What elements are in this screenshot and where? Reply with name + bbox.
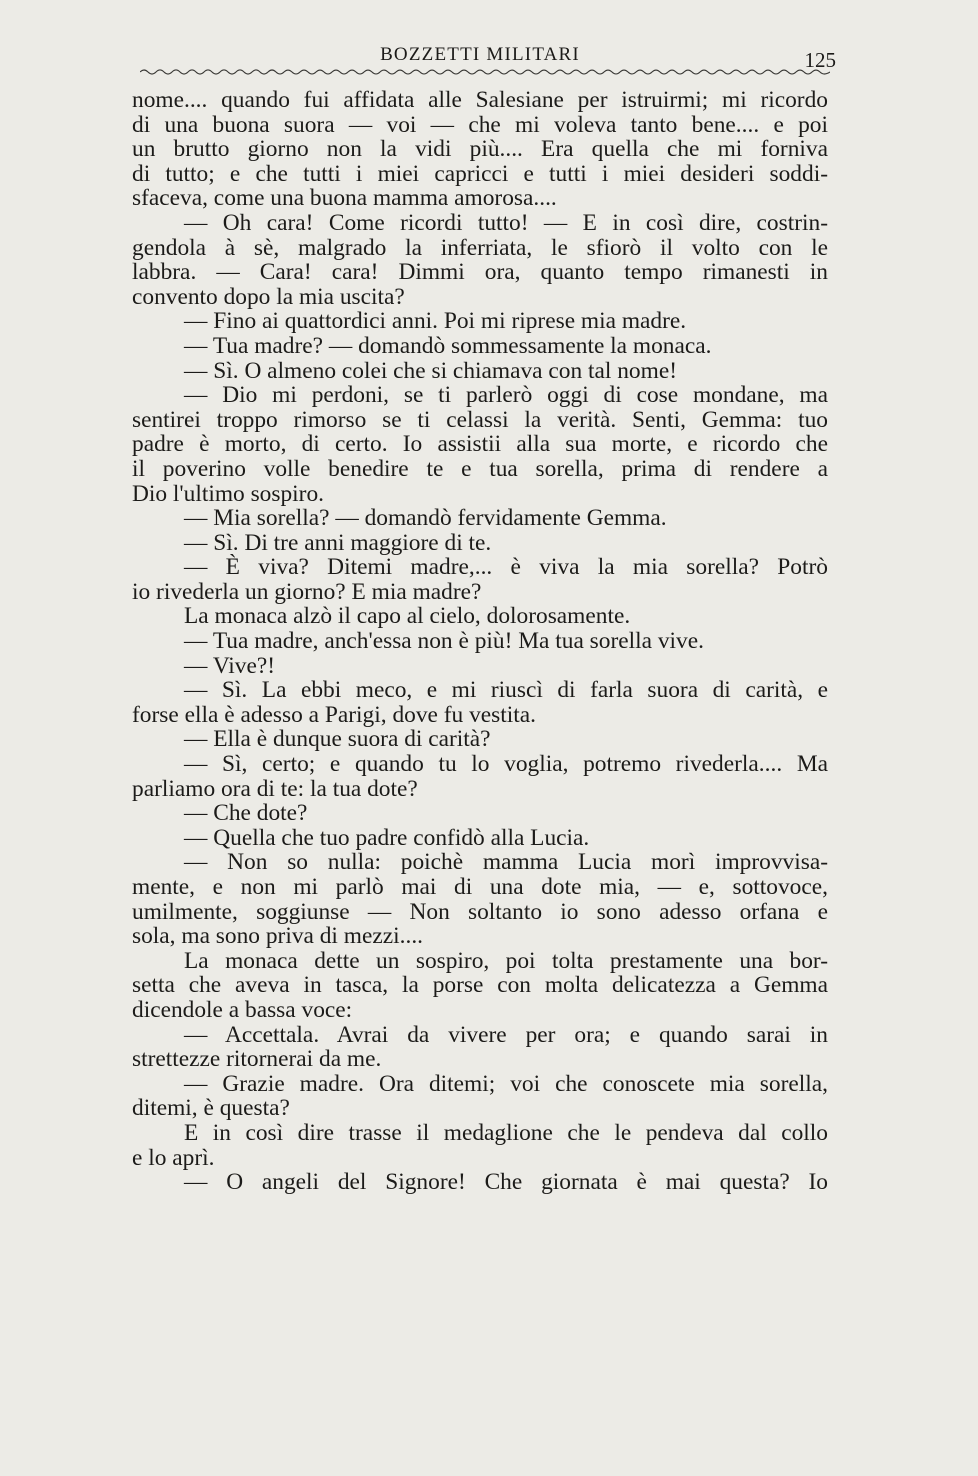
text-line: — Tua madre, anch'essa non è più! Ma tua sorella vive. <box>184 628 704 655</box>
text-line: Dio l'ultimo sospiro. <box>132 480 325 507</box>
header-wavy-rule <box>140 66 830 78</box>
text-line: — Tua madre? — domandò sommessamente la monaca. <box>184 332 712 359</box>
text-line: — Che dote? <box>184 800 308 827</box>
text-line: — Fino ai quattordici anni. Poi mi riprese mia madre. <box>184 308 687 335</box>
page-number: 125 <box>804 48 836 72</box>
text-line: un brutto giorno non la vidi più.... Era quella che mi forniva <box>132 136 828 163</box>
text-line: — Grazie madre. Ora ditemi; voi che conoscete mia sorella, <box>184 1070 828 1097</box>
text-line: io rivederla un giorno? E mia madre? <box>132 578 482 605</box>
text-line: umilmente, soggiunse — Non soltanto io sono adesso orfana e <box>132 898 828 925</box>
text-line: setta che aveva in tasca, la porse con molta delicatezza a Gemma <box>132 972 828 999</box>
text-line: sfaceva, come una buona mamma amorosa.... <box>132 185 557 212</box>
text-line: — È viva? Ditemi madre,... è viva la mia sorella? Potrò <box>184 554 828 581</box>
text-line: strettezze ritornerai da me. <box>132 1046 382 1073</box>
text-line: — Non so nulla: poichè mamma Lucia morì improvvisa- <box>184 849 828 876</box>
text-line: — Mia sorella? — domandò fervidamente Gemma. <box>184 505 667 532</box>
text-line: — Dio mi perdoni, se ti parlerò oggi di cose mondane, ma <box>184 382 828 409</box>
text-line: sentirei troppo rimorso se ti celassi la verità. Senti, Gemma: tuo <box>132 406 828 433</box>
text-line: nome.... quando fui affidata alle Salesiane per istruirmi; mi ricordo <box>132 87 828 113</box>
text-line: La monaca dette un sospiro, poi tolta prestamente una bor- <box>184 947 828 974</box>
text-line: labbra. — Cara! cara! Dimmi ora, quanto tempo rimanesti in <box>132 259 828 286</box>
text-line: — Ella è dunque suora di carità? <box>184 726 491 753</box>
text-line: di tutto; e che tutti i miei capricci e tutti i miei desideri soddi- <box>132 160 828 187</box>
text-line: e lo aprì. <box>132 1144 215 1171</box>
text-line: mente, e non mi parlò mai di una dote mia, — e, sottovoce, <box>132 874 828 900</box>
text-line: La monaca alzò il capo al cielo, dolorosamente. <box>184 603 631 630</box>
text-line: — Sì. La ebbi meco, e mi riuscì di farla suora di carità, e <box>184 677 828 704</box>
text-line: gendola à sè, malgrado la inferriata, le sfiorò il volto con le <box>132 234 828 261</box>
text-line: — Vive?! <box>184 652 276 679</box>
text-line: E in così dire trasse il medaglione che le pendeva dal collo <box>184 1119 828 1146</box>
text-line: — Sì. Di tre anni maggiore di te. <box>184 529 492 556</box>
text-line: parliamo ora di te: la tua dote? <box>132 775 418 802</box>
text-line: — Quella che tuo padre confidò alla Lucia. <box>184 824 590 851</box>
text-line: forse ella è adesso a Parigi, dove fu vestita. <box>132 701 537 728</box>
text-line: sola, ma sono priva di mezzi.... <box>132 923 424 950</box>
body-text <box>132 88 828 1195</box>
text-line: il poverino volle benedire te e tua sorella, prima di rendere a <box>132 455 828 482</box>
text-line: — Oh cara! Come ricordi tutto! — E in così dire, costrin- <box>184 209 828 236</box>
text-line: padre è morto, di certo. Io assistii alla sua morte, e ricordo che <box>132 431 828 458</box>
text-line: convento dopo la mia uscita? <box>132 283 405 310</box>
text-line: — Sì. O almeno colei che si chiamava con tal nome! <box>184 357 677 384</box>
text-line: dicendole a bassa voce: <box>132 996 353 1023</box>
text-line: — Sì, certo; e quando tu lo voglia, potremo rivederla.... Ma <box>184 751 828 778</box>
text-line: — Accettala. Avrai da vivere per ora; e quando sarai in <box>184 1021 828 1048</box>
text-line: di una buona suora — voi — che mi voleva tanto bene.... e poi <box>132 111 828 138</box>
text-line: — O angeli del Signore! Che giornata è mai questa? Io <box>184 1169 828 1196</box>
running-title: BOZZETTI MILITARI <box>380 44 580 65</box>
text-line: ditemi, è questa? <box>132 1095 290 1122</box>
